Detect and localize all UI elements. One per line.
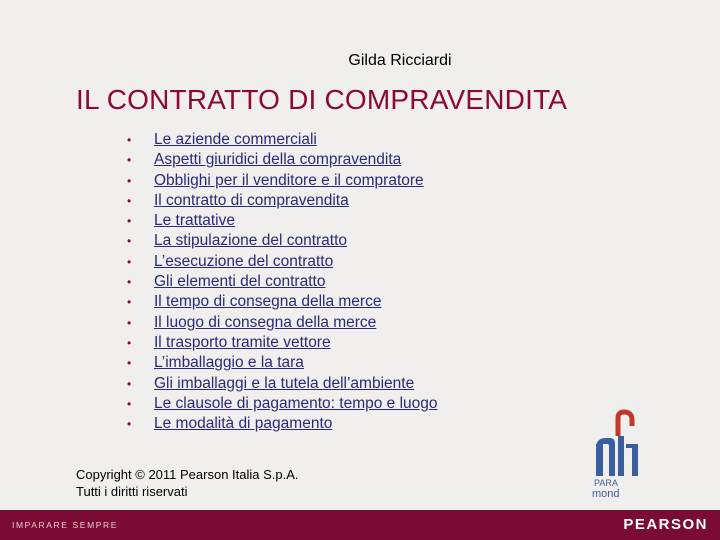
copyright-notice [76, 466, 299, 500]
toc-list [124, 130, 438, 434]
toc-link[interactable]: Aspetti giuridici della compravendita [154, 151, 402, 169]
toc-link[interactable]: La stipulazione del contratto [154, 232, 348, 250]
svg-text:PARA: PARA [594, 478, 618, 488]
bullet-icon: • [127, 315, 132, 330]
toc-item [124, 191, 438, 211]
footer-tagline: IMPARARE SEMPRE [12, 520, 119, 530]
toc-item [124, 374, 438, 394]
toc-link[interactable]: Le trattative [154, 212, 235, 230]
toc-link[interactable]: Le modalità di pagamento [154, 415, 333, 433]
bullet-icon: • [127, 335, 132, 350]
bullet-icon: • [127, 133, 132, 147]
toc-item [124, 292, 438, 312]
toc-item [124, 130, 438, 150]
toc-link[interactable]: Il trasporto tramite vettore [154, 333, 331, 351]
author-name: Gilda Ricciardi [348, 52, 452, 69]
bullet-icon: • [127, 234, 132, 249]
toc-link[interactable]: Le aziende commerciali [154, 131, 317, 148]
pearson-logo: PEARSON [623, 516, 708, 533]
toc-item [124, 313, 438, 333]
toc-item [124, 333, 438, 353]
bullet-icon: • [127, 376, 132, 391]
toc-link[interactable]: Gli imballaggi e la tutela dell’ambiente [154, 374, 415, 392]
toc-item [124, 353, 438, 373]
bullet-icon: • [127, 193, 132, 208]
slide-title: IL CONTRATTO DI COMPRAVENDITA [76, 84, 568, 115]
toc-item [124, 211, 438, 231]
toc-link[interactable]: Obblighi per il venditore e il compratore [154, 171, 424, 189]
bullet-icon: • [127, 214, 132, 229]
toc-item [124, 252, 438, 272]
toc-link[interactable]: Il tempo di consegna della merce [154, 293, 382, 311]
bullet-icon: • [127, 417, 132, 432]
toc-link[interactable]: Gli elementi del contratto [154, 273, 326, 291]
bullet-icon: • [127, 356, 132, 371]
toc-link[interactable]: Il luogo di consegna della merce [154, 313, 377, 331]
toc-item [124, 272, 438, 292]
bullet-icon: • [127, 254, 132, 269]
paramond-logo-icon [588, 408, 648, 500]
toc-item [124, 171, 438, 191]
bullet-icon: • [127, 173, 132, 188]
toc-item [124, 231, 438, 251]
bullet-icon: • [127, 153, 132, 168]
bullet-icon: • [127, 295, 132, 310]
bullet-icon: • [127, 275, 132, 290]
toc-link[interactable]: Il contratto di compravendita [154, 191, 349, 209]
toc-item [124, 394, 438, 414]
toc-item [124, 414, 438, 434]
toc-link[interactable]: L’esecuzione del contratto [154, 252, 334, 270]
rights-line: Tutti i diritti riservati [76, 484, 188, 499]
svg-text:mond: mond [592, 488, 620, 500]
toc-link[interactable]: Le clausole di pagamento: tempo e luogo [154, 394, 438, 412]
toc-link[interactable]: L’imballaggio e la tara [154, 354, 304, 372]
bullet-icon: • [127, 396, 132, 411]
footer-bar [0, 510, 720, 540]
copyright-line: Copyright © 2011 Pearson Italia S.p.A. [76, 467, 299, 482]
toc-item [124, 150, 438, 170]
